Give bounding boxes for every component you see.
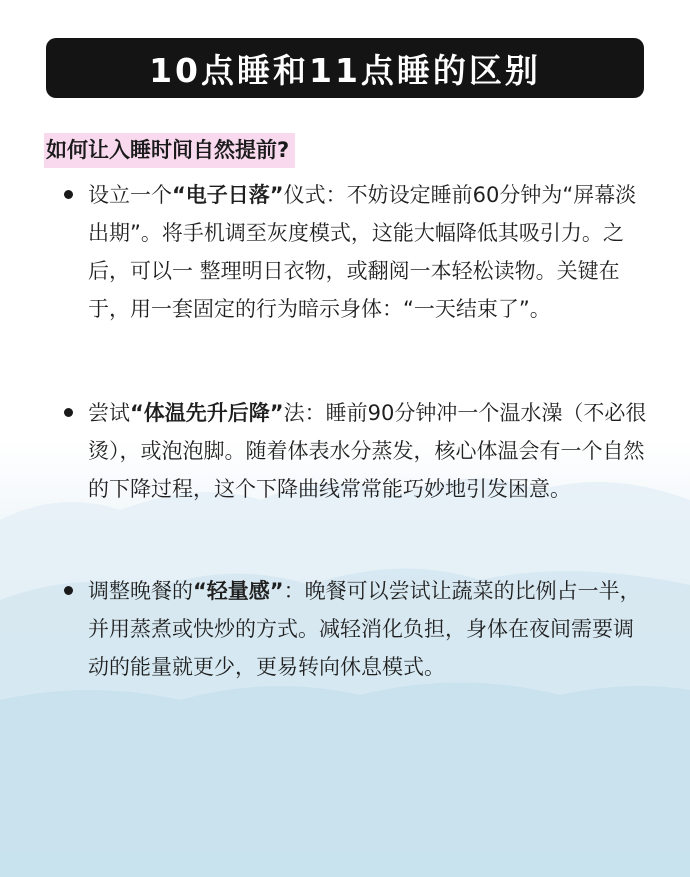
item-bold: “体温先升后降” — [130, 401, 284, 425]
list-item — [60, 176, 650, 394]
section-heading: 如何让入睡时间自然提前? — [44, 133, 295, 168]
item-bold: “电子日落” — [172, 183, 284, 207]
bullet-icon — [64, 408, 73, 417]
list-item — [60, 572, 650, 686]
title-banner — [46, 38, 644, 98]
page-title: 10点睡和11点睡的区别 — [149, 50, 541, 90]
item-prefix: 调整晚餐的 — [88, 579, 193, 603]
item-bold: “轻量感” — [193, 579, 284, 603]
bullet-icon — [64, 586, 73, 595]
list-item — [60, 394, 650, 572]
item-prefix: 设立一个 — [88, 183, 172, 207]
item-text: ：晚餐可以尝试让蔬菜的比例占一半，并用蒸煮或快炒的方式。减轻消化负担，身体在夜间需要调动的能量就更少，更易转向休息模式。 — [88, 579, 641, 679]
tips-list — [60, 176, 650, 686]
item-prefix: 尝试 — [88, 401, 130, 425]
bullet-icon — [64, 190, 73, 199]
item-text: 仪式：不妨设定睡前60分钟为“屏幕淡出期”。将手机调至灰度模式，这能大幅降低其吸引力。之后，可以一 整理明日衣物，或翻阅一本轻松读物。关键在于，用一套固定的行为暗示身体：“一天结束了”。 — [88, 183, 637, 321]
item-text: 法：睡前90分钟冲一个温水澡（不必很烫），或泡泡脚。随着体表水分蒸发，核心体温会有一个自然的下降过程，这个下降曲线常常能巧妙地引发困意。 — [88, 401, 647, 501]
